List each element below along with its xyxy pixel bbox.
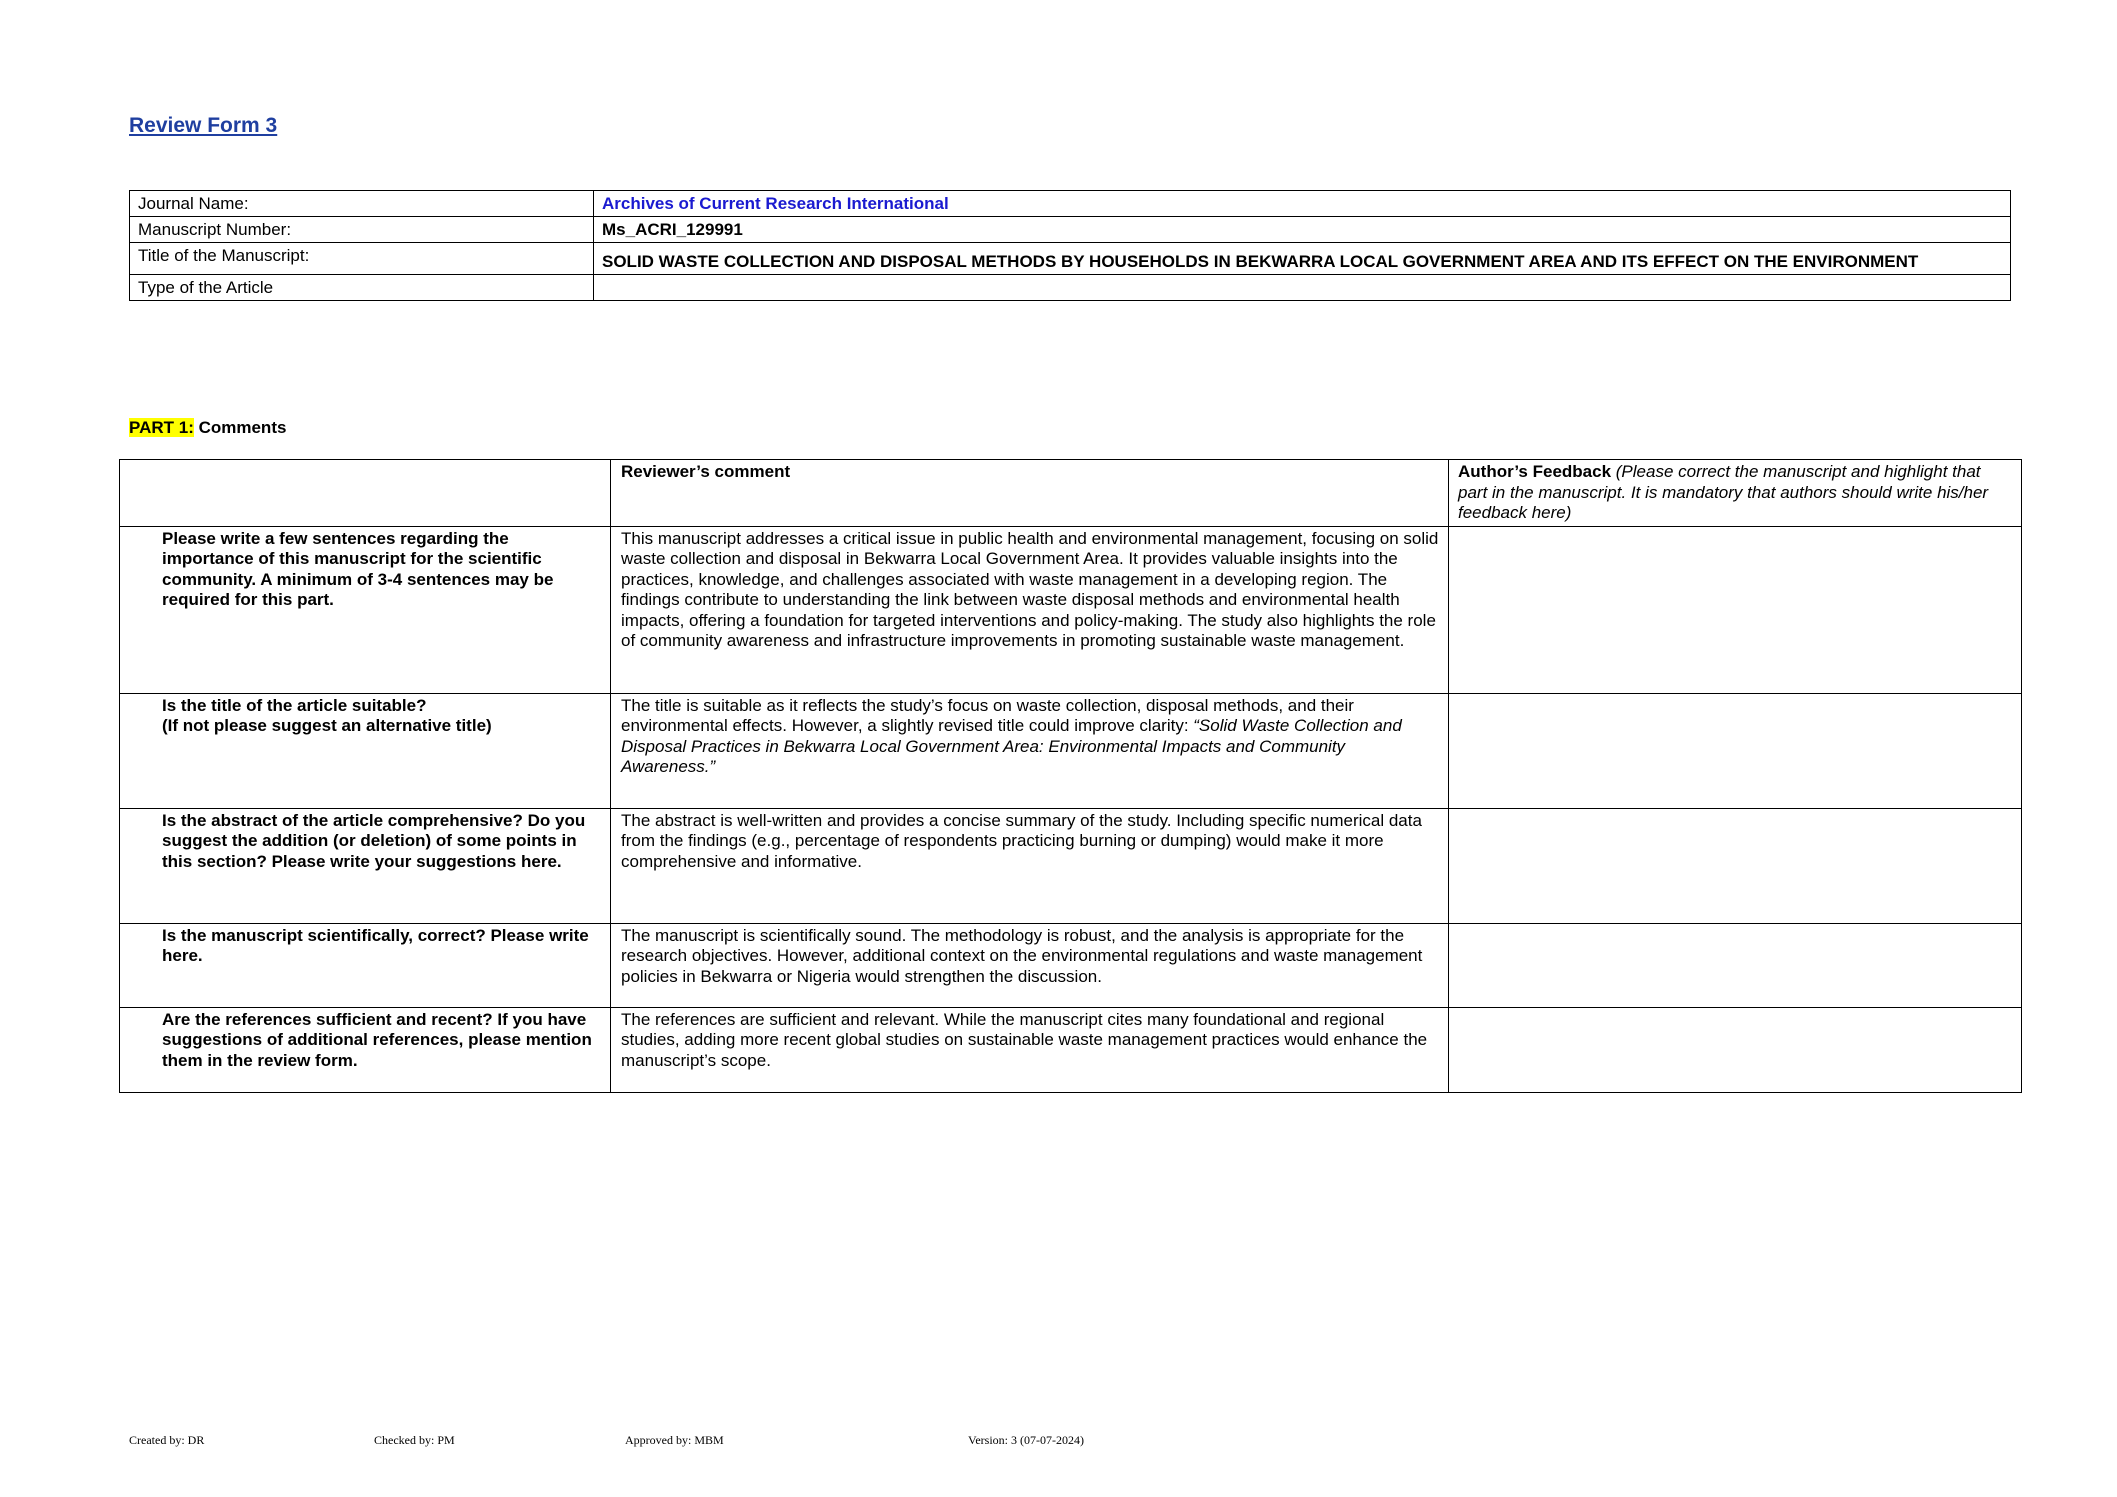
author-feedback-cell[interactable]	[1449, 1007, 2022, 1092]
footer-created-by: Created by: DR	[129, 1433, 205, 1447]
reviewer-comment-cell	[611, 693, 1449, 808]
reviewer-comment-cell: The abstract is well-written and provides a concise summary of the study. Including specific numerical data from the findings (e.g., percentage of respondents practicing burning or dumping) would make it more comprehensive and informative.	[611, 808, 1449, 923]
manuscript-title-label: Title of the Manuscript:	[130, 243, 594, 275]
article-type-row	[130, 275, 2011, 301]
manuscript-number-label: Manuscript Number:	[130, 217, 594, 243]
question-cell: Are the references sufficient and recent? If you have suggestions of additional references, please mention them in the review form.	[120, 1007, 611, 1092]
manuscript-info-table	[129, 190, 2011, 301]
manuscript-number-value: Ms_ACRI_129991	[594, 217, 2011, 243]
author-feedback-cell[interactable]	[1449, 693, 2022, 808]
article-type-value	[594, 275, 2011, 301]
question-cell	[120, 693, 611, 808]
table-header-row	[120, 460, 2022, 527]
author-feedback-cell[interactable]	[1449, 808, 2022, 923]
review-comments-table	[119, 459, 2022, 1093]
footer-version: Version: 3 (07-07-2024)	[968, 1433, 1084, 1447]
page-title[interactable]: Review Form 3	[129, 114, 278, 137]
part-title: Comments	[193, 418, 287, 437]
question-cell: Is the manuscript scientifically, correct? Please write here.	[120, 923, 611, 1007]
question-cell: Is the abstract of the article comprehensive? Do you suggest the addition (or deletion) of some points in this section? Please write your suggestions here.	[120, 808, 611, 923]
manuscript-title-value: SOLID WASTE COLLECTION AND DISPOSAL METHODS BY HOUSEHOLDS IN BEKWARRA LOCAL GOVERNMENT AREA AND ITS EFFECT ON THE ENVIRONMENT	[594, 243, 2011, 275]
author-feedback-header	[1449, 460, 2022, 527]
manuscript-number-row	[130, 217, 2011, 243]
reviewer-comment-header: Reviewer’s comment	[611, 460, 1449, 527]
article-type-label: Type of the Article	[130, 275, 594, 301]
manuscript-title-row	[130, 243, 2011, 275]
table-row	[120, 1007, 2022, 1092]
author-feedback-cell[interactable]	[1449, 526, 2022, 693]
footer-approved-by: Approved by: MBM	[625, 1433, 724, 1447]
question-cell: Please write a few sentences regarding the importance of this manuscript for the scientific community. A minimum of 3-4 sentences may be required for this part.	[120, 526, 611, 693]
table-row	[120, 808, 2022, 923]
reviewer-comment-cell: The manuscript is scientifically sound. The methodology is robust, and the analysis is appropriate for the research objectives. However, additional context on the environmental regulations and waste management policies in Bekwarra or Nigeria would strengthen the discussion.	[611, 923, 1449, 1007]
table-row	[120, 923, 2022, 1007]
suggested-title: “Solid Waste Collection and Disposal Practices in Bekwarra Local Government Area: Environmental Impacts and Community Awareness.”	[621, 716, 1402, 776]
question-line: (If not please suggest an alternative title)	[162, 716, 492, 735]
question-line: Is the title of the article suitable?	[162, 695, 427, 715]
header-empty-cell	[120, 460, 611, 527]
reviewer-comment-cell: The references are sufficient and relevant. While the manuscript cites many foundational and regional studies, adding more recent global studies on sustainable waste management practices would enhance the manuscript’s scope.	[611, 1007, 1449, 1092]
reviewer-comment-text: The title is suitable as it reflects the study’s focus on waste collection, disposal methods, and their environmental effects. However, a slightly revised title could improve clarity:	[621, 695, 1354, 735]
journal-label: Journal Name:	[130, 191, 594, 217]
journal-row	[130, 191, 2011, 217]
footer-checked-by: Checked by: PM	[374, 1433, 455, 1447]
author-feedback-header-note: (Please correct the manuscript and highlight that part in the manuscript. It is mandatory that authors should write his/her feedback here)	[1458, 462, 1989, 522]
reviewer-comment-cell: This manuscript addresses a critical issue in public health and environmental management, focusing on solid waste collection and disposal in Bekwarra Local Government Area. It provides valuable insights into the practices, knowledge, and challenges associated with waste management in a developing region. The findings contribute to understanding the link between waste disposal methods and environmental health impacts, offering a foundation for targeted interventions and policy-making. The study also highlights the role of community awareness and infrastructure improvements in promoting sustainable waste management.	[611, 526, 1449, 693]
author-feedback-header-bold: Author’s Feedback	[1458, 462, 1612, 481]
table-row	[120, 526, 2022, 693]
author-feedback-cell[interactable]	[1449, 923, 2022, 1007]
journal-value: Archives of Current Research International	[594, 191, 2011, 217]
part-label: PART 1:	[129, 418, 194, 437]
table-row	[120, 693, 2022, 808]
part-heading	[129, 418, 286, 438]
